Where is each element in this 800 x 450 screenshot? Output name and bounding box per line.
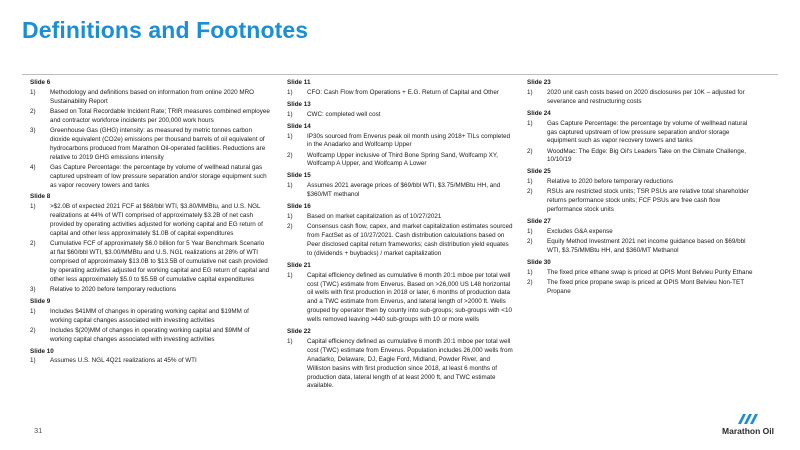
footnote-item [287,111,515,120]
logo-text: Marathon Oil [722,426,774,436]
footnote-column-1 [30,79,270,369]
company-logo [716,413,780,441]
footnote-number: 2) [30,240,36,248]
footnote-number: 1) [287,132,293,140]
footnote-text: CWC: completed well cost [307,110,381,118]
footnote-section [287,172,515,200]
slide-heading: Slide 8 [30,193,51,201]
footnote-number: 1) [287,271,293,279]
footnote-item [30,164,270,191]
footnote-item [527,279,755,297]
footnote-item [527,228,755,237]
footnote-item [527,120,755,147]
footnote-section [287,262,515,325]
footnote-text: Cumulative FCF of approximately $6.0 billion for 5 Year Benchmark Scenario at flat $60/bbl WTI, $3.00/MMBtu and U.S. NGL realizations at 28% of WTI comprised of approximately $13.0B to $13.5B of cumulative net cash provided by operating activities adjusted for working capital and EG return of capital and other less approximately $5.0 to $5.5B of cumulative capital expenditures [50,240,270,283]
footnote-item [30,203,270,239]
footnote-text: Methodology and definitions based on information from online 2020 MRO Sustainability Report [50,88,255,105]
footnote-number: 2) [30,107,36,115]
footnote-text: Includes $(20)MM of changes in operating working capital and $9MM of working capital changes associated with investing activities [50,326,250,343]
footnote-item [287,272,515,325]
footnote-number: 1) [527,119,533,127]
footnote-text: 2020 unit cash costs based on 2020 disclosures per 10K – adjusted for severance and restructuring costs [547,88,745,105]
slide-heading: Slide 30 [527,258,551,266]
footnote-text: CFO: Cash Flow from Operations + E.G. Return of Capital and Other [307,88,499,96]
footnote-section [527,168,755,215]
footnote-section [527,218,755,256]
footnote-text: WoodMac: The Edge: Big Oil's Leaders Take on the Climate Challenge, 10/10/19 [547,147,746,164]
footnote-number: 1) [287,182,293,190]
slide-heading: Slide 22 [287,328,311,336]
footnote-number: 1) [527,227,533,235]
footnote-text: Capital efficiency defined as cumulative 6 month 20:1 mboe per total well cost (TWC) estimate from Enverus. Based on >26,000 US L48 horizontal oil wells with first production in 2018 or later, 6 months of production data and a TWC estimate from Enverus, and lateral length of >2000 ft. Wells grouped by operator then by county into sub-groups; sub-groups with <10 wells removed leaving >440 sub-groups with 10 or more wells [307,271,512,324]
footnote-section [30,298,270,345]
footnote-item [527,269,755,278]
marathon-logo-icon [737,413,759,425]
footnote-text: Assumes U.S. NGL 4Q21 realizations at 45% of WTI [50,357,197,365]
footnote-section [30,193,270,294]
slide-heading: Slide 16 [287,203,311,211]
footnote-number: 1) [30,307,36,315]
slide-heading: Slide 24 [527,109,551,117]
footnote-item [527,89,755,107]
footnote-item [287,89,515,98]
slide-heading: Slide 15 [287,172,311,180]
footnote-item [287,152,515,170]
footnote-section [527,110,755,166]
footnote-text: Capital efficiency defined as cumulative 6 month 20:1 mboe per total well cost (TWC) estimate from Enverus. Population includes 26,000 wells from Anadarko, Delaware, DJ, Eagle Ford, Midland, Powder River, and Williston basins with first production since 2018, at least 6 months of production data, lateral length of at least 2000 ft, and TWC estimate available. [307,337,513,390]
slide-heading: Slide 10 [30,347,54,355]
footnote-text: Includes $41MM of changes in operating working capital and $19MM of working capital changes associated with investing activities [50,307,249,324]
footnote-section [287,123,515,170]
footnote-item [30,127,270,163]
footnote-text: >$2.0B of expected 2021 FCF at $68/bbl WTI, $3.80/MMBtu, and U.S. NGL realizations at 44% of WTI comprised of approximately $3.2B of net cash provided by operating activities adjusted for working capital and EG return of capital and other less approximately $1.0B of capital expenditures [50,203,263,238]
page-title: Definitions and Footnotes [22,17,309,43]
footnote-item [527,148,755,166]
footnote-number: 1) [287,88,293,96]
footnote-item [287,133,515,151]
footnote-number: 2) [527,238,533,246]
footnote-text: Consensus cash flow, capex, and market capitalization estimates sourced from FactSet as of 10/27/2021. Cash distribution calculations based on Peer disclosed capital return frameworks; cash distribution yield equates to (dividends + buybacks) / market capitalization [307,223,513,257]
footnote-item [30,327,270,345]
footnote-text: Equity Method Investment 2021 net income guidance based on $69/bbl WTI, $3.75/MMBtu HH, and $360/MT Methanol [547,238,746,254]
footnote-number: 1) [30,203,36,211]
footnote-number: 4) [30,163,36,171]
footnote-text: Assumes 2021 average prices of $69/bbl WTI, $3.75/MMBtu HH, and $360/MT methanol [307,182,501,199]
footnote-section [30,348,270,367]
footnote-number: 1) [527,88,533,96]
slide-heading: Slide 13 [287,100,311,108]
footnote-number: 1) [527,178,533,186]
slide-heading: Slide 14 [287,122,311,130]
footnote-item [30,108,270,126]
footnote-item [527,238,755,256]
footnote-item [527,188,755,215]
footnote-number: 3) [30,285,36,293]
footnote-text: Gas Capture Percentage: the percentage by volume of wellhead natural gas captured upstream of low pressure separation and/or storage equipment such as vapor recovery towers and tanks [50,163,267,189]
footnote-number: 1) [30,357,36,365]
footnote-item [287,213,515,222]
footnote-number: 2) [30,326,36,334]
slide-heading: Slide 25 [527,168,551,176]
title-divider [22,74,778,75]
slide-heading: Slide 9 [30,297,51,305]
footnote-text: RSUs are restricted stock units; TSR PSUs are relative total shareholder returns performance stock units; FCF PSUs are free cash flow performance stock units [547,188,749,214]
footnote-section [527,259,755,297]
footnote-number: 2) [527,147,533,155]
footnote-item [287,182,515,200]
slide-heading: Slide 23 [527,79,551,86]
footnote-text: Based on Total Recordable Incident Rate; TRIR measures combined employee and contractor workforce incidents per 200,000 work hours [50,107,270,124]
footnote-column-3 [527,79,755,300]
footnote-text: Relative to 2020 before temporary reductions [547,178,674,186]
footnote-item [30,240,270,285]
footnote-number: 1) [287,212,293,220]
footnote-item [30,286,270,295]
footnote-section [287,79,515,98]
footnote-text: Relative to 2020 before temporary reductions [50,285,177,293]
footnote-item [30,89,270,107]
footnote-item [527,178,755,187]
footnote-section [287,101,515,120]
footnote-item [287,223,515,259]
footnote-number: 1) [287,337,293,345]
footnote-text: The fixed price ethane swap is priced at OPIS Mont Belvieu Purity Ethane [547,268,753,276]
footnote-section [30,79,270,190]
slide-heading: Slide 27 [527,218,551,226]
footnote-number: 2) [287,151,293,159]
footnote-text: Based on market capitalization as of 10/27/2021 [307,212,442,220]
slide-heading: Slide 6 [30,79,51,86]
footnote-text: IP30s sourced from Enverus peak oil month using 2018+ TILs completed in the Anadarko and Wolfcamp Upper [307,132,511,149]
footnote-text: Gas Capture Percentage: the percentage by volume of wellhead natural gas captured upstream of low pressure separation and/or storage equipment such as vapor recovery towers and tanks [547,119,748,145]
footnote-section [527,79,755,107]
footnote-item [30,357,270,366]
footnote-text: Wolfcamp Upper inclusive of Third Bone Spring Sand, Wolfcamp XY, Wolfcamp A Upper, and Wolfcamp A Lower [307,151,498,168]
footnote-number: 1) [527,268,533,276]
slide-heading: Slide 11 [287,79,311,86]
footnote-item [30,308,270,326]
footnote-number: 2) [287,223,293,231]
footnote-number: 1) [30,88,36,96]
footnote-section [287,328,515,391]
footnote-number: 3) [30,126,36,134]
footnote-number: 2) [527,188,533,196]
footnote-text: Excludes G&A expense [547,227,613,235]
footnote-text: The fixed price propane swap is priced at OPIS Mont Belvieu Non-TET Propane [547,278,744,295]
slide-heading: Slide 21 [287,261,311,269]
footnote-number: 2) [527,278,533,286]
footnote-section [287,203,515,259]
footnote-item [287,338,515,391]
footnote-column-2 [287,79,515,394]
page-number: 31 [34,426,43,435]
footnote-text: Greenhouse Gas (GHG) intensity: as measured by metric tonnes carbon dioxide equivalent (CO2e) emissions per thousand barrels of oil equivalent of hydrocarbons produced from Marathon Oil-operated facilities. Reductions are relative to 2019 GHG emissions intensity [50,126,266,161]
footnote-number: 1) [287,110,293,118]
